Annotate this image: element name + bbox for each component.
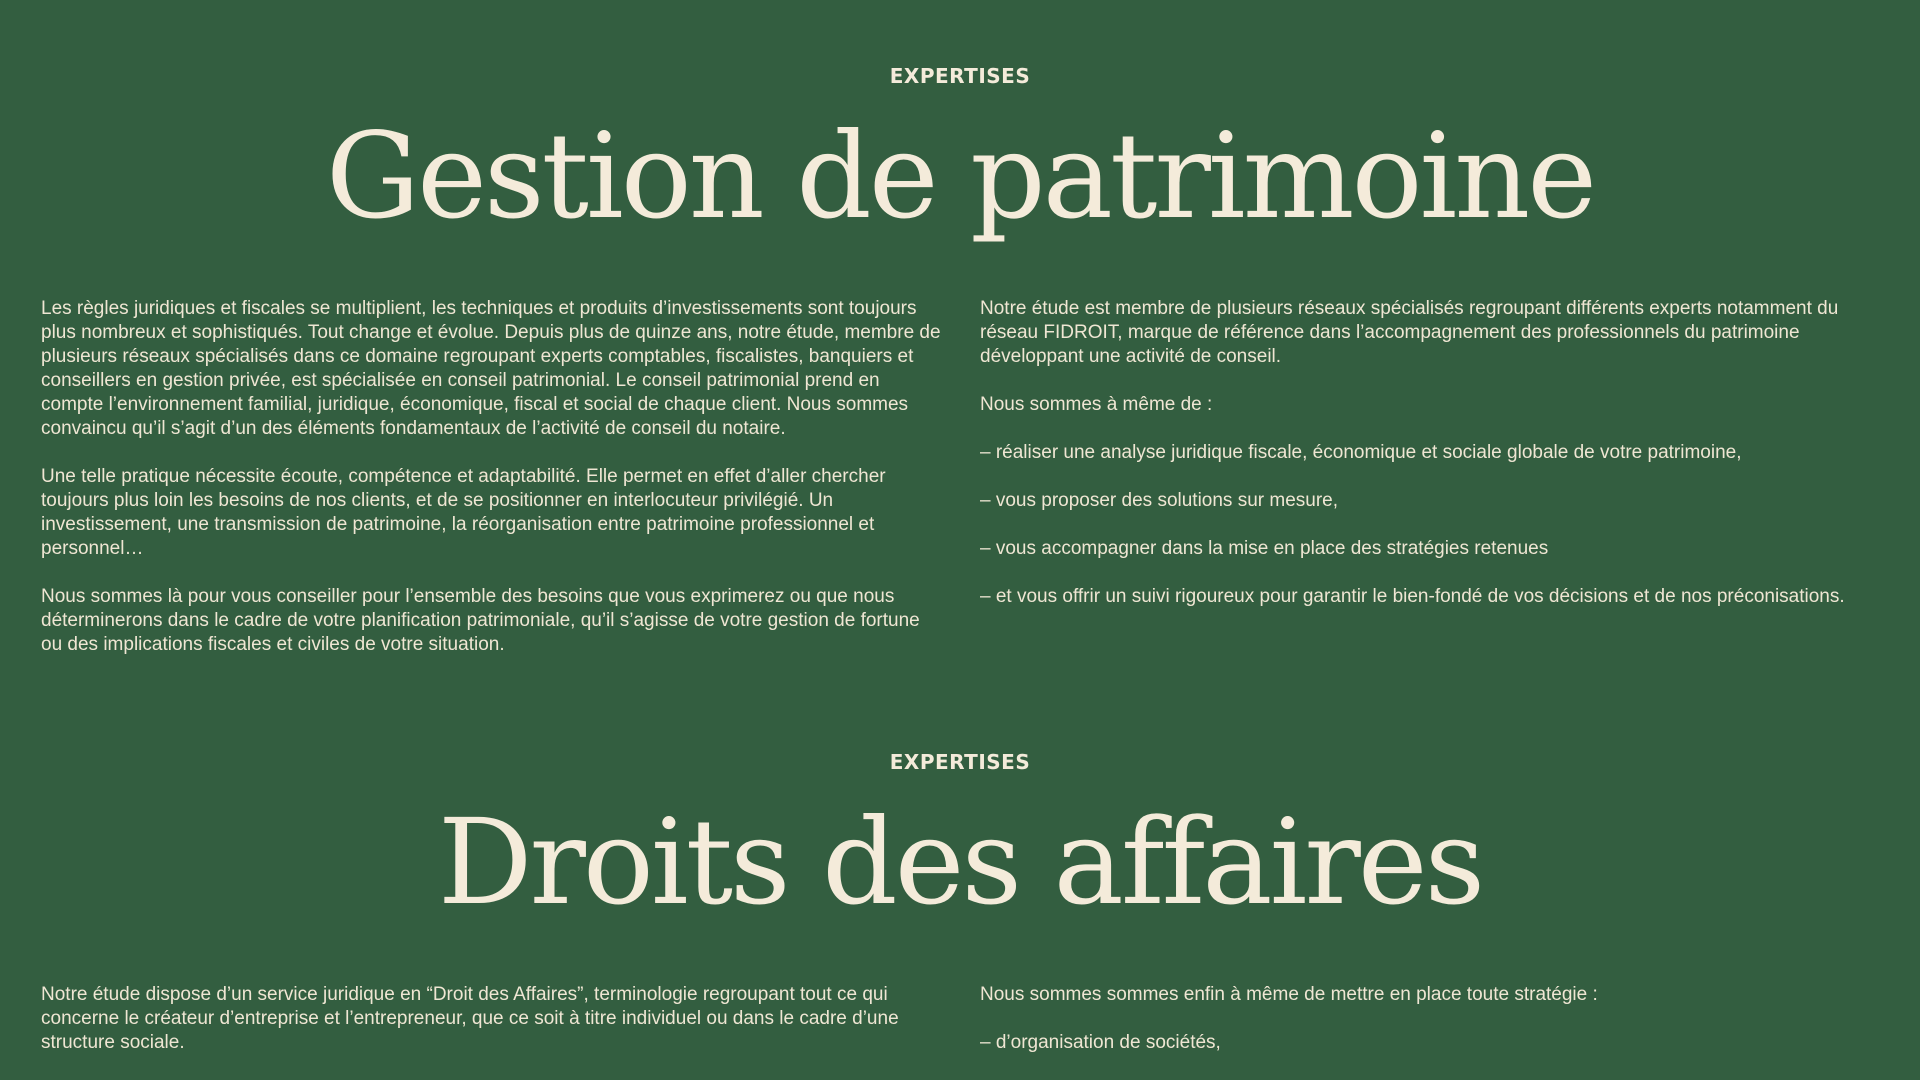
section-body-left — [41, 297, 941, 657]
section-body-right — [980, 297, 1880, 609]
list-item: – vous accompagner dans la mise en place des stratégies retenues — [980, 538, 1549, 559]
section-body-left — [41, 983, 941, 1055]
paragraph: Notre étude dispose d’un service juridique en “Droit des Affaires”, terminologie regroupant tout ce qui concerne le créateur d’entreprise et l’entrepreneur, que ce soit à titre individuel ou dans le cadre d’une structure sociale. — [41, 984, 899, 1053]
list-item: – vous proposer des solutions sur mesure, — [980, 490, 1339, 511]
paragraph: Nous sommes là pour vous conseiller pour l’ensemble des besoins que vous exprimerez ou que nous déterminerons dans le cadre de votre planification patrimoniale, qu’il s’agisse de votre gestion de fortune ou des implications fiscales et civiles de votre situation. — [41, 586, 920, 655]
section-title: Droits des affaires — [437, 793, 1483, 931]
paragraph: Notre étude est membre de plusieurs réseaux spécialisés regroupant différents experts notamment du réseau FIDROIT, marque de référence dans l’accompagnement des professionnels du patrimoine développant une activité de conseil. — [980, 298, 1839, 367]
paragraph: Les règles juridiques et fiscales se multiplient, les techniques et produits d’investissements sont toujours plus nombreux et sophistiqués. Tout change et évolue. Depuis plus de quinze ans, notre étude, membre de plusieurs réseaux spécialisés dans ce domaine regroupant experts comptables, fiscalistes, banquiers et conseillers en gestion privée, est spécialisée en conseil patrimonial. Le conseil patrimonial prend en compte l’environnement familial, juridique, économique, fiscal et social de chaque client. Nous sommes convaincu qu’il s’agit d’un des éléments fondamentaux de l’activité de conseil du notaire. — [41, 298, 941, 439]
paragraph: Nous sommes à même de : — [980, 394, 1213, 415]
section-title: Gestion de patrimoine — [325, 107, 1595, 245]
list-item: – d’organisation de sociétés, — [980, 1032, 1221, 1053]
section-body-right — [980, 983, 1880, 1055]
section-eyebrow: EXPERTISES — [889, 750, 1031, 774]
section-eyebrow: EXPERTISES — [889, 64, 1031, 88]
paragraph: Nous sommes sommes enfin à même de mettre en place toute stratégie : — [980, 984, 1598, 1005]
list-item: – réaliser une analyse juridique fiscale, économique et sociale globale de votre patrimoine, — [980, 442, 1742, 463]
paragraph: Une telle pratique nécessite écoute, compétence et adaptabilité. Elle permet en effet d’aller chercher toujours plus loin les besoins de nos clients, et de se positionner en interlocuteur privilégié. Un investissement, une transmission de patrimoine, la réorganisation entre patrimoine professionnel et personnel… — [41, 466, 886, 559]
list-item: – et vous offrir un suivi rigoureux pour garantir le bien-fondé de vos décisions et de nos préconisations. — [980, 586, 1845, 607]
